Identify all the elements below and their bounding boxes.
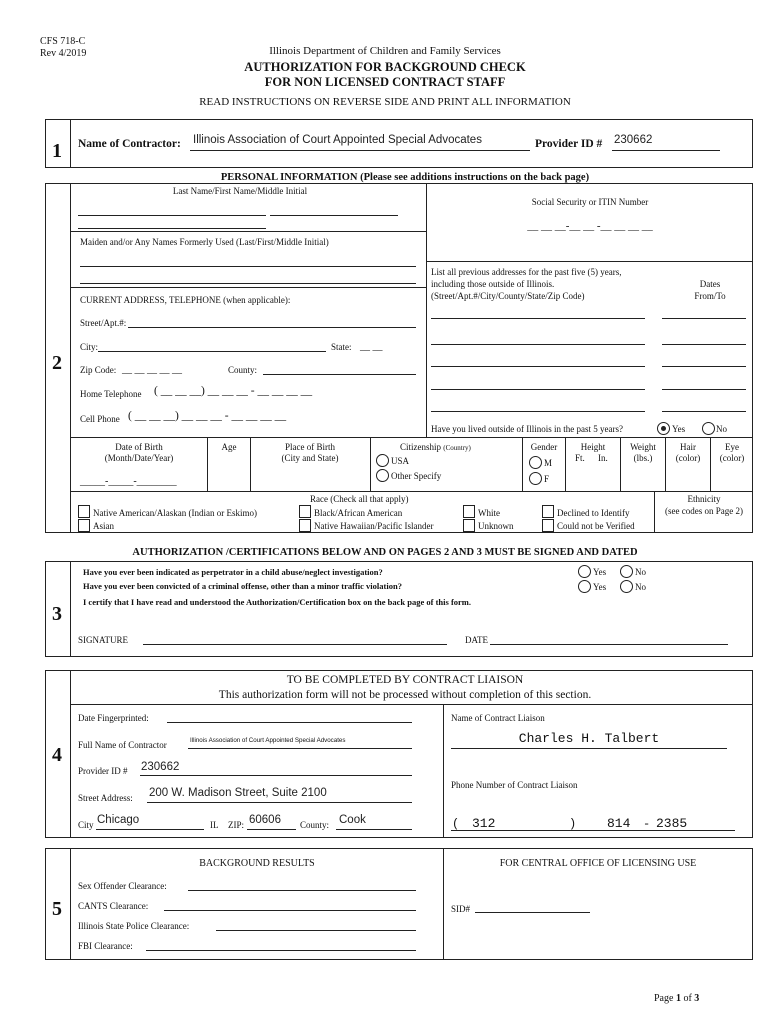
certify-statement: I certify that I have read and understood the Authorization/Certification box on the back page of this form.: [83, 597, 471, 607]
q1-no-radio[interactable]: [620, 565, 633, 578]
form-instructions: READ INSTRUCTIONS ON REVERSE SIDE AND PRINT ALL INFORMATION: [199, 96, 571, 108]
liaison-phone-close-paren: ): [569, 817, 577, 831]
race-black-label: Black/African American: [314, 508, 403, 518]
provider-id-label-4: Provider ID #: [78, 766, 128, 776]
q1-yes-label: Yes: [593, 567, 607, 577]
q1-yes-radio[interactable]: [578, 565, 591, 578]
central-office-heading: FOR CENTRAL OFFICE OF LICENSING USE: [499, 858, 697, 869]
lived-outside-yes-radio[interactable]: [657, 422, 670, 435]
eye-label: Eye: [725, 442, 739, 452]
authorization-heading: AUTHORIZATION /CERTIFICATIONS BELOW AND ON PAGES 2 AND 3 MUST BE SIGNED AND DATED: [132, 547, 638, 558]
race-unknown-checkbox[interactable]: [463, 519, 475, 532]
q2-no-radio[interactable]: [620, 580, 633, 593]
personal-info-heading: PERSONAL INFORMATION (Please see additions instructions on the back page): [220, 172, 590, 183]
contractor-name-field[interactable]: Illinois Association of Court Appointed Special Advocates: [193, 134, 482, 146]
race-hawaiian-checkbox[interactable]: [299, 519, 311, 532]
female-label: F: [544, 474, 550, 484]
dob-field[interactable]: _____-_____-________: [80, 476, 177, 487]
city-field-4[interactable]: Chicago: [97, 814, 140, 826]
dob-format-label: (Month/Date/Year): [104, 453, 174, 463]
gender-male-radio[interactable]: [529, 456, 542, 469]
page-number: Page 1 of 3: [654, 993, 700, 1004]
sid-field[interactable]: [475, 912, 590, 913]
q2-yes-label: Yes: [593, 582, 607, 592]
citizenship-label: Citizenship (Country): [400, 442, 471, 452]
liaison-heading: TO BE COMPLETED BY CONTRACT LIAISON: [286, 674, 524, 686]
state-police-label: Illinois State Police Clearance:: [78, 921, 190, 931]
fbi-field[interactable]: [146, 950, 416, 951]
city-label: City:: [80, 342, 99, 352]
citizenship-usa-radio[interactable]: [376, 454, 389, 467]
ethnicity-label: Ethnicity: [687, 494, 721, 504]
ssn-field[interactable]: __ __ __-__ __ -__ __ __ __: [527, 220, 653, 232]
cants-field[interactable]: [164, 910, 416, 911]
street-address-field[interactable]: 200 W. Madison Street, Suite 2100: [149, 787, 327, 799]
other-specify-label: Other Specify: [391, 471, 442, 481]
race-label: Race (Check all that apply): [310, 494, 409, 504]
county-field[interactable]: [263, 374, 416, 375]
street-address-label: Street Address:: [78, 793, 133, 803]
provider-id-field-4[interactable]: 230662: [141, 761, 180, 773]
gender-female-radio[interactable]: [529, 472, 542, 485]
liaison-name-label: Name of Contract Liaison: [451, 713, 545, 723]
full-name-contractor-field[interactable]: Illinois Association of Court Appointed Special Advocates: [190, 737, 346, 744]
fbi-label: FBI Clearance:: [78, 941, 133, 951]
section-1-number: 1: [52, 140, 62, 162]
liaison-phone-prefix[interactable]: 814: [607, 816, 631, 831]
section-4-number: 4: [52, 744, 62, 766]
street-field[interactable]: [128, 327, 416, 328]
provider-id-label: Provider ID #: [535, 138, 603, 150]
yes-label: Yes: [672, 424, 686, 434]
zip-field[interactable]: __ __ __ __ __: [122, 364, 182, 375]
race-white-label: White: [478, 508, 500, 518]
no-label: No: [716, 424, 727, 434]
city-label-4: City: [78, 820, 94, 830]
state-police-field[interactable]: [216, 930, 416, 931]
q2-yes-radio[interactable]: [578, 580, 591, 593]
question-perpetrator: Have you ever been indicated as perpetrator in a child abuse/neglect investigation?: [83, 567, 383, 577]
form-code: CFS 718-C: [40, 36, 86, 47]
hair-label: Hair: [680, 442, 696, 452]
provider-id-field[interactable]: 230662: [614, 134, 653, 146]
ssn-label: Social Security or ITIN Number: [531, 197, 649, 207]
race-asian-label: Asian: [93, 521, 114, 531]
height-ft-label: Ft.: [575, 453, 585, 463]
home-phone-field[interactable]: ( __ __ __) __ __ __ - __ __ __ __: [154, 385, 313, 397]
race-declined-checkbox[interactable]: [542, 505, 554, 518]
section-5-number: 5: [52, 898, 62, 920]
race-black-checkbox[interactable]: [299, 505, 311, 518]
prev-address-line3: (Street/Apt.#/City/County/State/Zip Code): [431, 291, 585, 301]
liaison-phone-open-paren: (: [452, 817, 460, 831]
weight-label: Weight: [630, 442, 656, 452]
city-field[interactable]: [98, 351, 326, 352]
section-3-number: 3: [52, 603, 62, 625]
home-phone-label: Home Telephone: [80, 389, 142, 399]
zip-field-4[interactable]: 60606: [249, 814, 281, 826]
name-label: Last Name/First Name/Middle Initial: [172, 186, 308, 196]
race-white-checkbox[interactable]: [463, 505, 475, 518]
height-in-label: In.: [598, 453, 608, 463]
race-unknown-label: Unknown: [478, 521, 514, 531]
zip-label-4: ZIP:: [228, 820, 245, 830]
race-native-label: Native American/Alaskan (Indian or Eskimo): [93, 508, 257, 518]
maiden-name-label: Maiden and/or Any Names Formerly Used (Last/First/Middle Initial): [80, 237, 329, 247]
ethnicity-note: (see codes on Page 2): [665, 506, 743, 516]
citizenship-other-radio[interactable]: [376, 469, 389, 482]
cell-phone-field[interactable]: ( __ __ __) __ __ __ - __ __ __ __: [128, 410, 287, 422]
county-label: County:: [228, 365, 258, 375]
date-label: DATE: [465, 635, 488, 645]
form-title-line1: AUTHORIZATION FOR BACKGROUND CHECK: [244, 60, 526, 74]
pob-label: Place of Birth: [285, 442, 335, 452]
liaison-phone-dash: -: [643, 817, 651, 831]
prev-address-line2: including those outside of Illinois.: [431, 279, 555, 289]
state-label: State:: [331, 342, 352, 352]
dob-label: Date of Birth: [115, 442, 163, 452]
age-label: Age: [221, 442, 237, 452]
race-unverified-label: Could not be Verified: [557, 521, 635, 531]
state-field[interactable]: __ __: [360, 341, 383, 352]
liaison-phone-line[interactable]: 2385: [656, 816, 688, 831]
form-revision: Rev 4/2019: [40, 48, 87, 59]
race-native-checkbox[interactable]: [78, 505, 90, 518]
date-field[interactable]: [490, 644, 728, 645]
liaison-subheading: This authorization form will not be processed without completion of this section.: [218, 689, 592, 701]
height-label: Height: [580, 442, 606, 452]
state-field-4: IL: [210, 820, 219, 830]
prev-address-line1: List all previous addresses for the past five (5) years,: [431, 267, 622, 277]
form-title-line2: FOR NON LICENSED CONTRACT STAFF: [264, 75, 506, 89]
county-field-4[interactable]: Cook: [339, 814, 366, 826]
lived-outside-no-radio[interactable]: [702, 422, 715, 435]
zip-label: Zip Code:: [80, 365, 117, 375]
race-hawaiian-label: Native Hawaiian/Pacific Islander: [314, 521, 434, 531]
usa-label: USA: [391, 456, 410, 466]
dates-from-to-label: From/To: [694, 291, 726, 301]
background-results-heading: BACKGROUND RESULTS: [199, 858, 315, 869]
q1-no-label: No: [635, 567, 646, 577]
race-asian-checkbox[interactable]: [78, 519, 90, 532]
county-label-4: County:: [300, 820, 330, 830]
race-declined-label: Declined to Identify: [557, 508, 630, 518]
cants-label: CANTS Clearance:: [78, 901, 149, 911]
eye-unit-label: (color): [719, 453, 745, 463]
gender-label: Gender: [530, 442, 558, 452]
race-unverified-checkbox[interactable]: [542, 519, 554, 532]
cell-phone-label: Cell Phone: [80, 414, 120, 424]
street-label: Street/Apt.#:: [80, 318, 127, 328]
sex-offender-field[interactable]: [188, 890, 416, 891]
agency-name: Illinois Department of Children and Family Services: [269, 45, 501, 57]
question-convicted: Have you ever been convicted of a criminal offense, other than a minor traffic violation?: [83, 581, 402, 591]
current-address-label: CURRENT ADDRESS, TELEPHONE (when applicable):: [80, 295, 291, 305]
pob-format-label: (City and State): [281, 453, 339, 463]
date-fingerprinted-label: Date Fingerprinted:: [78, 713, 149, 723]
sid-label: SID#: [451, 904, 471, 914]
signature-field[interactable]: [143, 644, 447, 645]
sex-offender-label: Sex Offender Clearance:: [78, 881, 167, 891]
weight-unit-label: (lbs.): [633, 453, 653, 463]
section-2-number: 2: [52, 352, 62, 374]
hair-unit-label: (color): [675, 453, 701, 463]
liaison-phone-label: Phone Number of Contract Liaison: [451, 780, 578, 790]
signature-label: SIGNATURE: [78, 635, 129, 645]
liaison-name-field[interactable]: Charles H. Talbert: [518, 731, 660, 746]
date-fingerprinted-field[interactable]: [167, 722, 412, 723]
male-label: M: [544, 458, 553, 468]
full-name-contractor-label: Full Name of Contractor: [78, 740, 167, 750]
lived-outside-question: Have you lived outside of Illinois in the past 5 years?: [431, 424, 623, 434]
liaison-phone-area[interactable]: 312: [472, 816, 496, 831]
q2-no-label: No: [635, 582, 646, 592]
dates-label: Dates: [699, 279, 721, 289]
contractor-label: Name of Contractor:: [78, 138, 181, 150]
